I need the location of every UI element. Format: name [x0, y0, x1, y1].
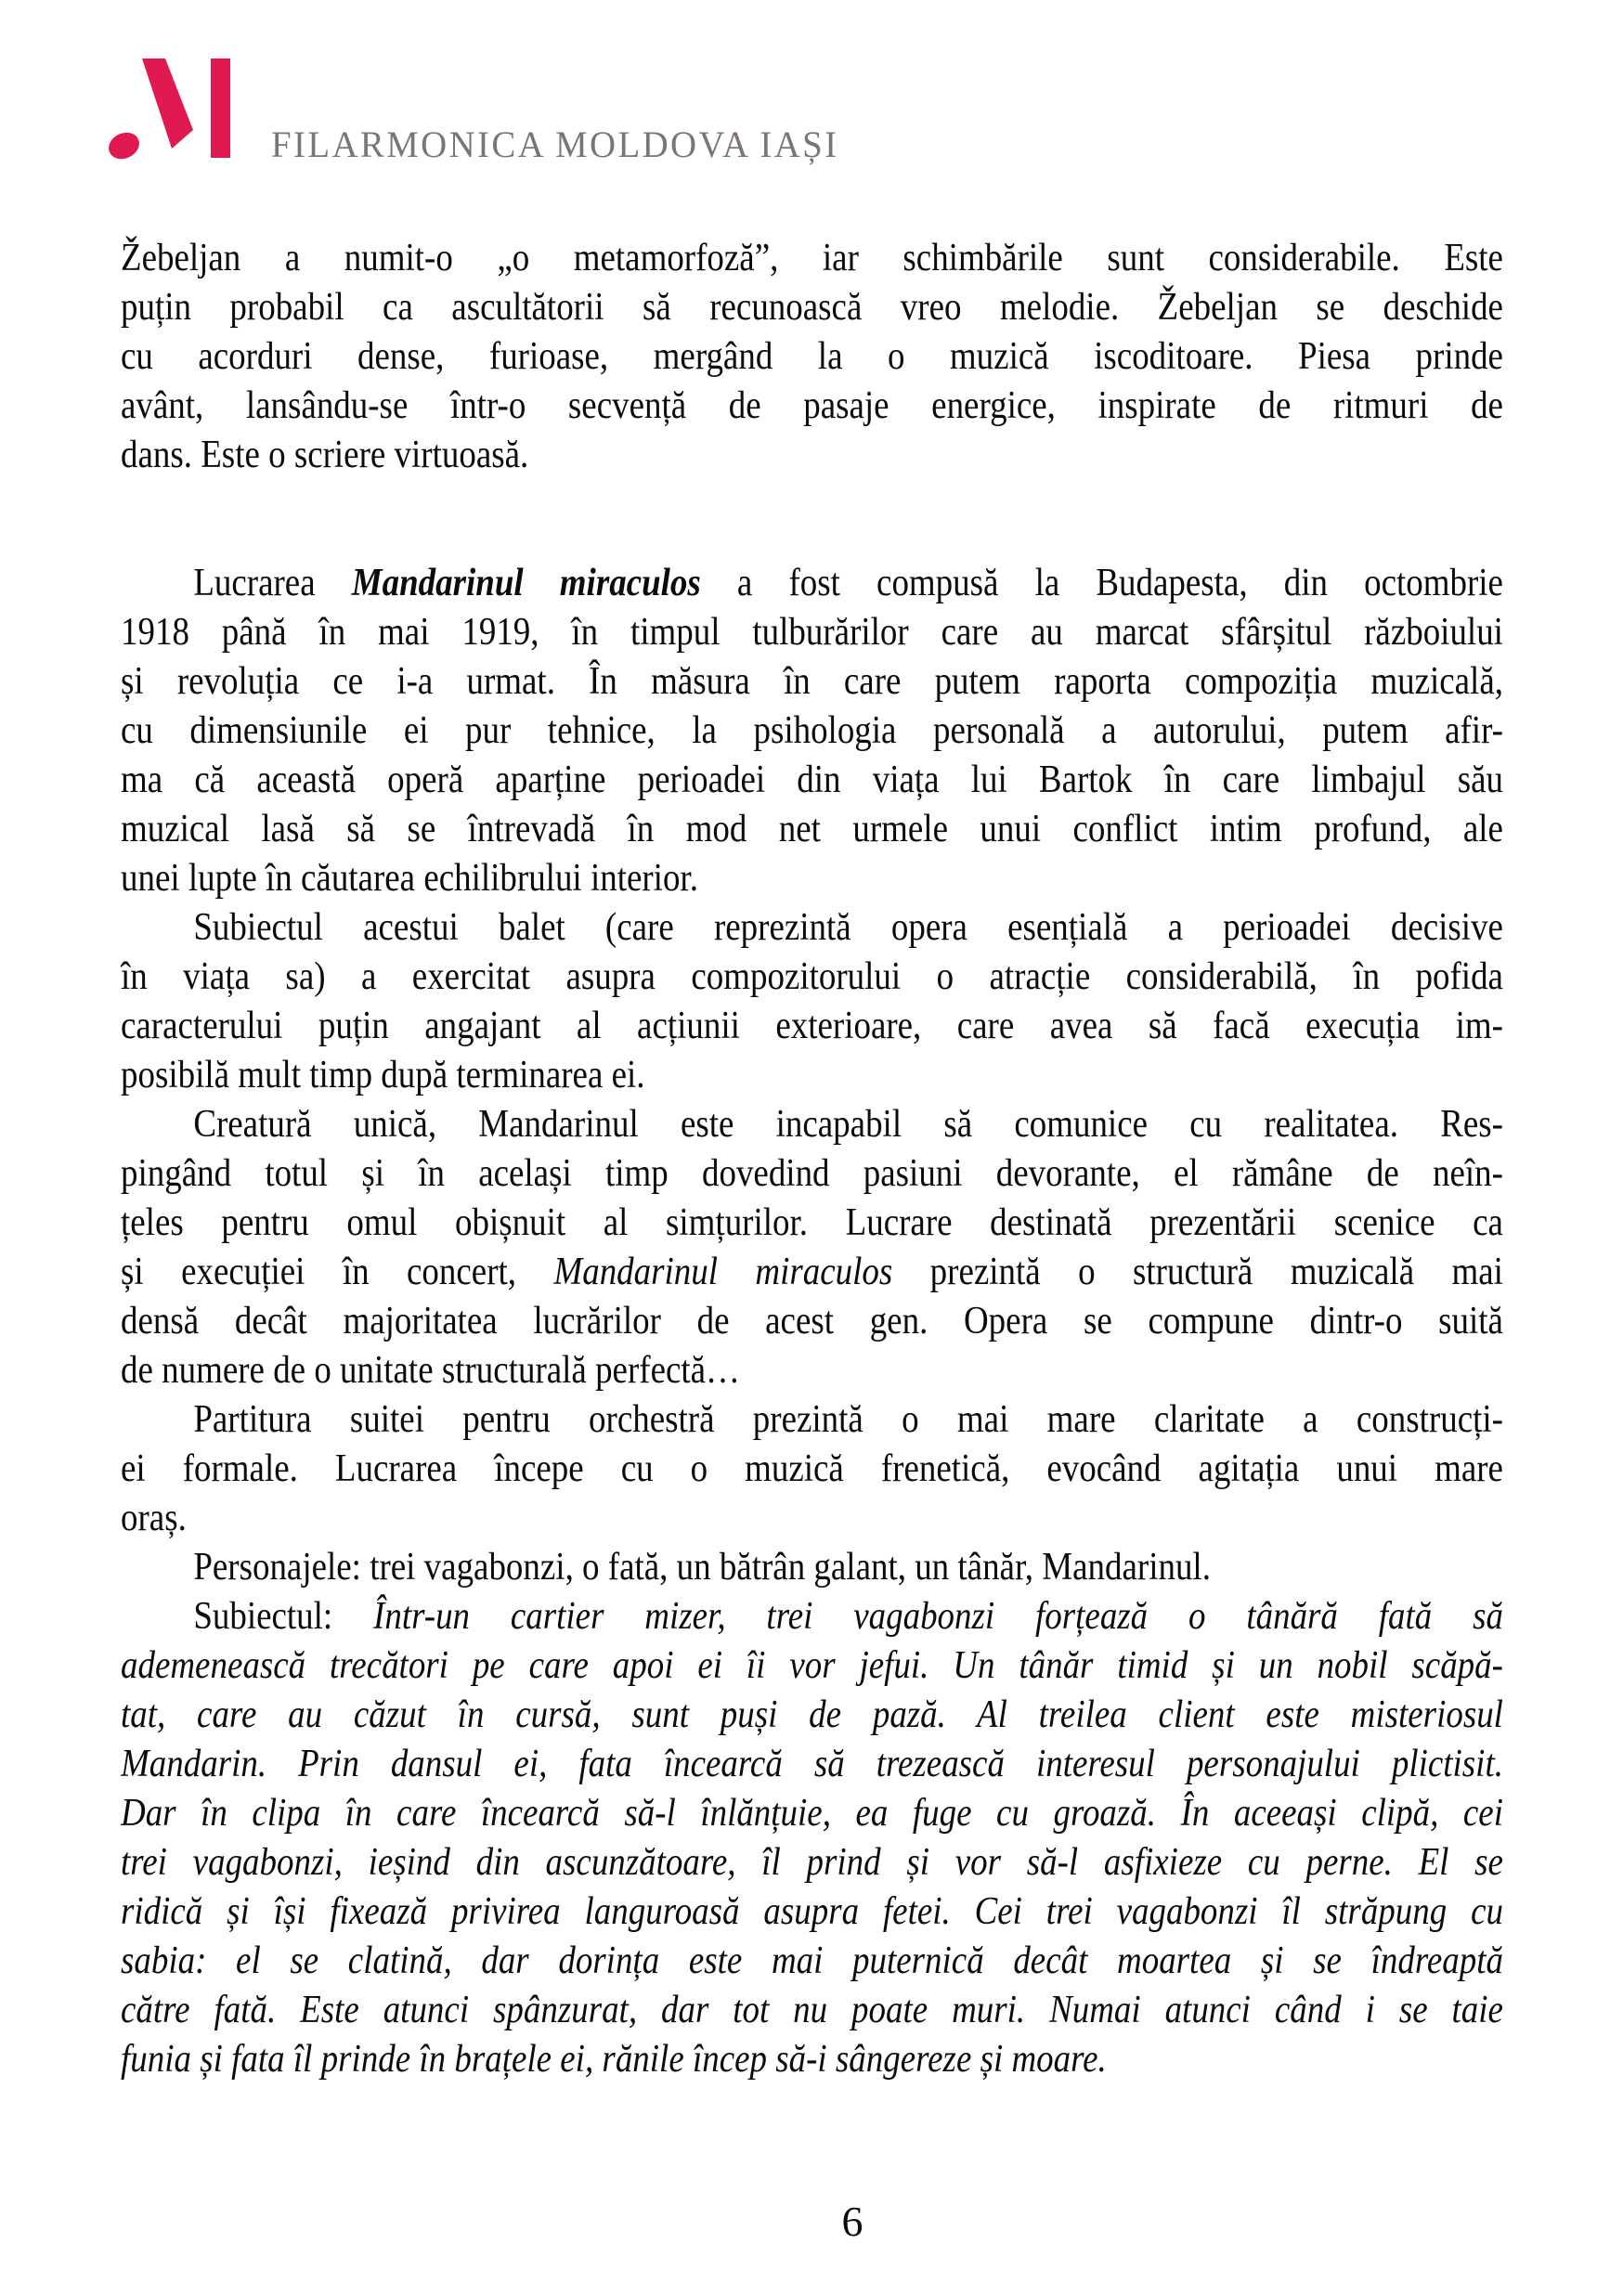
- text-segment: Creatură unică, Mandarinul este incapabil să comunice cu realitatea. Res-: [193, 1103, 1503, 1146]
- text-segment: Žebeljan a numit-o „o metamorfoză”, iar schimbările sunt considerabile. Este: [121, 237, 1503, 279]
- text-line: [121, 559, 1503, 608]
- paragraph: [121, 559, 1503, 903]
- text-segment: pingând totul și în același timp dovedind pasiuni devorante, el rămâne de neîn-: [121, 1152, 1503, 1195]
- paragraph: [121, 903, 1503, 1100]
- text-segment: și execuției în concert,: [121, 1251, 554, 1293]
- text-segment: și revoluția ce i-a urmat. În măsura în care putem raporta compoziția muzicală,: [121, 660, 1503, 703]
- text-line: [121, 1100, 1503, 1149]
- text-line: [121, 1494, 1503, 1543]
- text-segment: oraș.: [121, 1497, 187, 1539]
- text-segment: trei vagabonzi, ieșind din ascunzătoare, îl prind și vor să-l asfixieze cu perne. El se: [121, 1841, 1503, 1884]
- paragraph: [121, 1543, 1503, 1592]
- text-line: [121, 1297, 1503, 1346]
- text-line: [121, 657, 1503, 707]
- text-segment: ademenească trecători pe care apoi ei îi vor jefui. Un tânăr timid și un nobil scăpă-: [121, 1644, 1503, 1687]
- text-segment: Mandarinul miraculos: [553, 1251, 893, 1293]
- text-line: [121, 903, 1503, 953]
- text-segment: Într-un cartier mizer, trei vagabonzi forțează o tânără fată să: [373, 1595, 1503, 1638]
- text-segment: de numere de o unitate structurală perfectă…: [121, 1349, 741, 1392]
- text-segment: unei lupte în căutarea echilibrului interior.: [121, 857, 698, 900]
- text-segment: cu dimensiunile ei pur tehnice, la psihologia personală a autorului, putem afir-: [121, 709, 1503, 752]
- text-segment: către fată. Este atunci spânzurat, dar tot nu poate muri. Numai atunci când i se taie: [121, 1989, 1503, 2031]
- text-line: [121, 854, 1503, 903]
- text-segment: muzical lasă să se întrevadă în mod net urmele unui conflict intim profund, ale: [121, 808, 1503, 850]
- text-line: [121, 1445, 1503, 1494]
- text-segment: Mandarin. Prin dansul ei, fata încearcă să trezească interesul personajului plictisit.: [121, 1743, 1503, 1785]
- text-line: [121, 1740, 1503, 1789]
- paragraph: [121, 1395, 1503, 1543]
- text-segment: țeles pentru omul obișnuit al simțurilor. Lucrare destinată prezentării scenice ca: [121, 1201, 1503, 1244]
- text-segment: cu acorduri dense, furioase, mergând la o muzică iscoditoare. Piesa prinde: [121, 335, 1503, 378]
- text-segment: ma că această operă aparține perioadei din viața lui Bartok în care limbajul său: [121, 759, 1503, 801]
- text-line: [121, 1937, 1503, 1986]
- text-line: [121, 1592, 1503, 1641]
- text-segment: tat, care au căzut în cursă, sunt puși de pază. Al treilea client este misteriosul: [121, 1693, 1503, 1736]
- text-line: [121, 1838, 1503, 1887]
- text-segment: în viața sa) a exercitat asupra compozitorului o atracție considerabilă, în pofida: [121, 955, 1503, 998]
- page-number: 6: [841, 2198, 863, 2245]
- text-line: [121, 332, 1503, 382]
- text-line: [121, 234, 1503, 283]
- text-segment: Personajele: trei vagabonzi, o fată, un bătrân galant, un tânăr, Mandarinul.: [193, 1546, 1211, 1589]
- text-segment: a fost compusă la Budapesta, din octombrie: [700, 562, 1503, 604]
- text-segment: ridică și își fixează privirea languroasă asupra fetei. Cei trei vagabonzi îl străpung cu: [121, 1890, 1503, 1933]
- text-segment: Mandarinul miraculos: [351, 562, 701, 604]
- text-line: [121, 953, 1503, 1002]
- text-line: [121, 1543, 1503, 1592]
- text-segment: caracterului puțin angajant al acțiunii exterioare, care avea să facă execuția im-: [121, 1005, 1503, 1047]
- brand-logo-m-icon: [109, 58, 230, 160]
- body-text: [121, 234, 1503, 2084]
- text-segment: sabia: el se clatină, dar dorința este mai puternică decât moartea și se îndreaptă: [121, 1939, 1503, 1982]
- text-segment: puțin probabil ca ascultătorii să recunoască vreo melodie. Žebeljan se deschide: [121, 286, 1503, 329]
- text-line: [121, 1986, 1503, 2035]
- text-line: [121, 2035, 1503, 2084]
- text-line: [121, 283, 1503, 332]
- paragraph: [121, 1100, 1503, 1395]
- text-segment: posibilă mult timp după terminarea ei.: [121, 1054, 645, 1096]
- text-line: [121, 431, 1503, 480]
- text-segment: prezintă o structură muzicală mai: [892, 1251, 1503, 1293]
- text-line: [121, 608, 1503, 657]
- text-line: [121, 1789, 1503, 1838]
- text-line: [121, 1395, 1503, 1445]
- text-line: [121, 707, 1503, 756]
- text-line: [121, 756, 1503, 805]
- text-segment: dans. Este o scriere virtuoasă.: [121, 434, 529, 476]
- text-segment: Subiectul acestui balet (care reprezintă opera esențială a perioadei decisive: [193, 906, 1503, 949]
- text-segment: Partitura suitei pentru orchestră prezintă o mai mare claritate a construcți-: [193, 1398, 1503, 1441]
- text-segment: Dar în clipa în care încearcă să-l înlănțuie, ea fuge cu groază. În aceeași clipă, cei: [121, 1792, 1503, 1835]
- text-segment: funia și fata îl prinde în brațele ei, rănile încep să-i sângereze și moare.: [121, 2038, 1107, 2081]
- text-line: [121, 1248, 1503, 1297]
- text-segment: Subiectul:: [193, 1595, 374, 1638]
- text-line: [121, 1641, 1503, 1691]
- paragraph: [121, 1592, 1503, 2084]
- text-segment: 1918 până în mai 1919, în timpul tulburărilor care au marcat sfârșitul războiului: [121, 611, 1503, 654]
- text-segment: Lucrarea: [193, 562, 352, 604]
- text-line: [121, 382, 1503, 431]
- text-segment: avânt, lansându-se într-o secvență de pasaje energice, inspirate de ritmuri de: [121, 384, 1503, 427]
- text-line: [121, 1887, 1503, 1937]
- paragraph: [121, 234, 1503, 480]
- text-segment: ei formale. Lucrarea începe cu o muzică frenetică, evocând agitația unui mare: [121, 1447, 1503, 1490]
- text-line: [121, 1346, 1503, 1395]
- text-line: [121, 1051, 1503, 1100]
- text-segment: densă decât majoritatea lucrărilor de acest gen. Opera se compune dintr-o suită: [121, 1300, 1503, 1343]
- text-line: [121, 1199, 1503, 1248]
- text-line: [121, 1002, 1503, 1051]
- text-line: [121, 1149, 1503, 1199]
- brand-title: FILARMONICA MOLDOVA IAȘI: [271, 123, 839, 165]
- text-line: [121, 805, 1503, 854]
- text-line: [121, 1691, 1503, 1740]
